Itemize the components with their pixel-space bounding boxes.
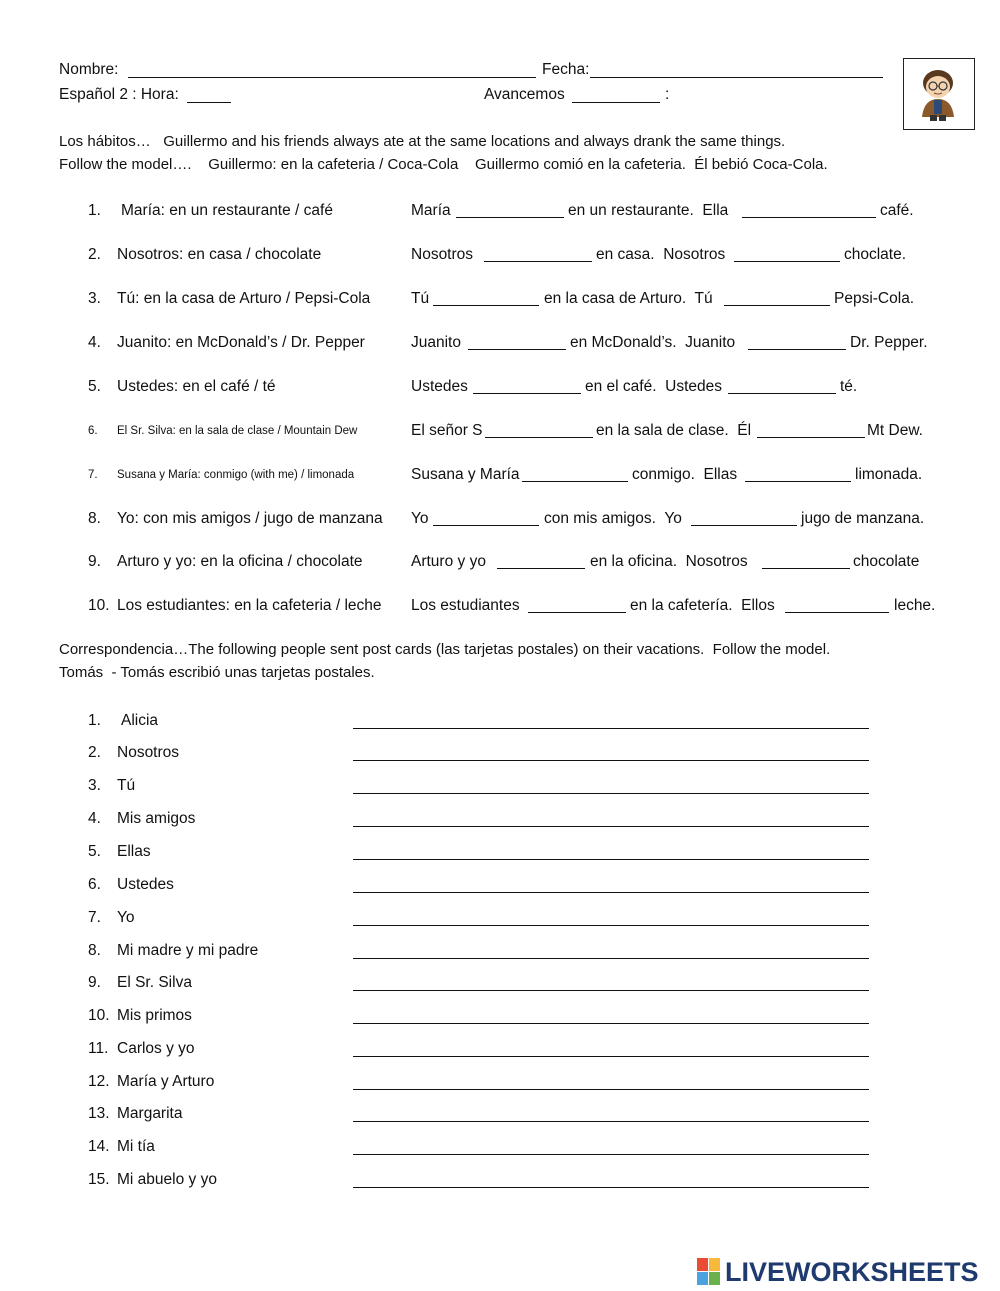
answer-subject: Los estudiantes <box>411 597 520 614</box>
item-prompt: Arturo y yo: en la oficina / chocolate <box>117 553 363 570</box>
card-answer-line[interactable] <box>353 958 869 959</box>
answer-middle: con mis amigos. Yo <box>544 510 682 527</box>
card-answer-line[interactable] <box>353 1187 869 1188</box>
card-item-subject: Mi tía <box>117 1138 155 1155</box>
item-number: 5. <box>88 378 101 395</box>
card-answer-line[interactable] <box>353 859 869 860</box>
verb-blank-2[interactable] <box>742 217 876 218</box>
espanol-hora-label: Español 2 : Hora: <box>59 86 179 103</box>
card-item-number: 15. <box>88 1171 110 1188</box>
item-number: 8. <box>88 510 101 527</box>
card-item-subject: Mis primos <box>117 1007 192 1024</box>
answer-subject: Nosotros <box>411 246 474 263</box>
answer-end: Dr. Pepper. <box>850 334 928 351</box>
answer-end: Pepsi-Cola. <box>834 290 915 307</box>
answer-middle: en el café. Ustedes <box>585 378 722 395</box>
card-answer-line[interactable] <box>353 1121 869 1122</box>
item-prompt: Susana y María: conmigo (with me) / limonada <box>117 469 355 481</box>
verb-blank-2[interactable] <box>734 261 840 262</box>
verb-blank-1[interactable] <box>473 393 581 394</box>
card-item-subject: Mis amigos <box>117 810 196 827</box>
item-number: 1. <box>88 202 101 219</box>
card-item-subject: Mi madre y mi padre <box>117 942 259 959</box>
card-answer-line[interactable] <box>353 793 869 794</box>
answer-end: limonada. <box>855 466 923 483</box>
teacher-avatar <box>903 58 975 130</box>
card-answer-line[interactable] <box>353 760 869 761</box>
section1-intro-line1: Los hábitos… Guillermo and his friends always ate at the same locations and always drank the same things. <box>59 133 786 150</box>
card-answer-line[interactable] <box>353 892 869 893</box>
answer-middle: en la sala de clase. Él <box>596 422 752 439</box>
verb-blank-2[interactable] <box>757 437 865 438</box>
verb-blank-1[interactable] <box>456 217 564 218</box>
item-number: 4. <box>88 334 101 351</box>
card-item-number: 3. <box>88 777 101 794</box>
card-item-number: 5. <box>88 843 101 860</box>
answer-end: Mt Dew. <box>867 422 923 439</box>
item-number: 2. <box>88 246 101 263</box>
avancemos-input-line[interactable] <box>572 102 660 103</box>
answer-end: café. <box>880 202 914 219</box>
item-prompt: Nosotros: en casa / chocolate <box>117 246 322 263</box>
section1-intro-line2: Follow the model…. Guillermo: en la cafeteria / Coca-Cola Guillermo comió en la cafeteria. Él bebió Coca-Cola. <box>59 156 828 173</box>
card-item-number: 9. <box>88 974 101 991</box>
item-prompt: Juanito: en McDonald’s / Dr. Pepper <box>117 334 365 351</box>
item-prompt: Los estudiantes: en la cafeteria / leche <box>117 597 382 614</box>
section2-intro-line1: Correspondencia…The following people sent post cards (las tarjetas postales) on their vacations. Follow the model. <box>59 641 831 658</box>
card-item-subject: Mi abuelo y yo <box>117 1171 217 1188</box>
card-item-subject: Ustedes <box>117 876 174 893</box>
card-answer-line[interactable] <box>353 1056 869 1057</box>
card-item-number: 13. <box>88 1105 110 1122</box>
card-item-subject: María y Arturo <box>117 1073 215 1090</box>
card-answer-line[interactable] <box>353 990 869 991</box>
card-item-subject: El Sr. Silva <box>117 974 192 991</box>
answer-end: té. <box>840 378 858 395</box>
answer-subject: Arturo y yo <box>411 553 486 570</box>
card-item-number: 2. <box>88 744 101 761</box>
card-answer-line[interactable] <box>353 1089 869 1090</box>
liveworksheets-logo-text: LIVEWORKSHEETS <box>725 1256 979 1287</box>
avancemos-label: Avancemos <box>484 86 565 103</box>
verb-blank-2[interactable] <box>748 349 846 350</box>
verb-blank-1[interactable] <box>497 568 585 569</box>
verb-blank-1[interactable] <box>522 481 628 482</box>
answer-subject: María <box>411 202 451 219</box>
answer-end: jugo de manzana. <box>801 510 925 527</box>
answer-middle: en un restaurante. Ella <box>568 202 729 219</box>
item-prompt: María: en un restaurante / café <box>121 202 333 219</box>
avancemos-colon: : <box>665 86 670 103</box>
card-answer-line[interactable] <box>353 728 869 729</box>
card-item-subject: Ellas <box>117 843 151 860</box>
answer-end: choclate. <box>844 246 907 263</box>
item-number: 7. <box>88 469 98 481</box>
card-item-number: 8. <box>88 942 101 959</box>
answer-subject: El señor S <box>411 422 483 439</box>
item-number: 6. <box>88 425 98 437</box>
card-item-number: 11. <box>88 1040 109 1057</box>
item-number: 3. <box>88 290 101 307</box>
fecha-input-line[interactable] <box>590 77 883 78</box>
verb-blank-1[interactable] <box>528 612 626 613</box>
card-answer-line[interactable] <box>353 1023 869 1024</box>
item-prompt: Ustedes: en el café / té <box>117 378 276 395</box>
item-number: 9. <box>88 553 101 570</box>
card-item-subject: Margarita <box>117 1105 183 1122</box>
card-answer-line[interactable] <box>353 1154 869 1155</box>
card-item-number: 1. <box>88 712 101 729</box>
item-prompt: Tú: en la casa de Arturo / Pepsi-Cola <box>117 290 371 307</box>
nombre-label: Nombre: <box>59 61 119 78</box>
hora-input-line[interactable] <box>187 102 231 103</box>
verb-blank-1[interactable] <box>484 261 592 262</box>
answer-end: chocolate <box>853 553 920 570</box>
answer-subject: Yo <box>411 510 429 527</box>
answer-middle: conmigo. Ellas <box>632 466 738 483</box>
answer-middle: en la casa de Arturo. Tú <box>544 290 713 307</box>
verb-blank-1[interactable] <box>433 525 539 526</box>
answer-subject: Tú <box>411 290 430 307</box>
card-item-number: 14. <box>88 1138 110 1155</box>
answer-middle: en McDonald’s. Juanito <box>570 334 736 351</box>
card-item-number: 10. <box>88 1007 110 1024</box>
card-item-subject: Nosotros <box>117 744 180 761</box>
verb-blank-2[interactable] <box>728 393 836 394</box>
card-item-subject: Yo <box>117 909 135 926</box>
card-item-number: 7. <box>88 909 101 926</box>
card-answer-line[interactable] <box>353 925 869 926</box>
verb-blank-1[interactable] <box>485 437 593 438</box>
answer-subject: Ustedes <box>411 378 468 395</box>
cartoon-teacher-icon <box>904 59 973 128</box>
section2-intro-line2: Tomás - Tomás escribió unas tarjetas postales. <box>59 664 375 681</box>
card-item-number: 12. <box>88 1073 110 1090</box>
verb-blank-2[interactable] <box>724 305 830 306</box>
card-item-subject: Tú <box>117 777 136 794</box>
card-item-number: 6. <box>88 876 101 893</box>
answer-middle: en la cafetería. Ellos <box>630 597 775 614</box>
liveworksheets-logo-icon <box>697 1258 721 1286</box>
answer-middle: en la oficina. Nosotros <box>590 553 748 570</box>
answer-middle: en casa. Nosotros <box>596 246 726 263</box>
card-item-number: 4. <box>88 810 101 827</box>
card-answer-line[interactable] <box>353 826 869 827</box>
answer-subject: Susana y María <box>411 466 520 483</box>
fecha-label: Fecha: <box>542 61 590 78</box>
verb-blank-2[interactable] <box>762 568 850 569</box>
card-item-subject: Carlos y yo <box>117 1040 195 1057</box>
card-item-subject: Alicia <box>121 712 159 729</box>
item-prompt: Yo: con mis amigos / jugo de manzana <box>117 510 383 527</box>
nombre-input-line[interactable] <box>128 77 536 78</box>
verb-blank-2[interactable] <box>691 525 797 526</box>
answer-end: leche. <box>894 597 936 614</box>
verb-blank-2[interactable] <box>785 612 889 613</box>
verb-blank-1[interactable] <box>433 305 539 306</box>
item-prompt: El Sr. Silva: en la sala de clase / Mountain Dew <box>117 425 358 437</box>
item-number: 10. <box>88 597 110 614</box>
verb-blank-1[interactable] <box>468 349 566 350</box>
liveworksheets-logo <box>697 1256 979 1288</box>
answer-subject: Juanito <box>411 334 461 351</box>
verb-blank-2[interactable] <box>745 481 851 482</box>
